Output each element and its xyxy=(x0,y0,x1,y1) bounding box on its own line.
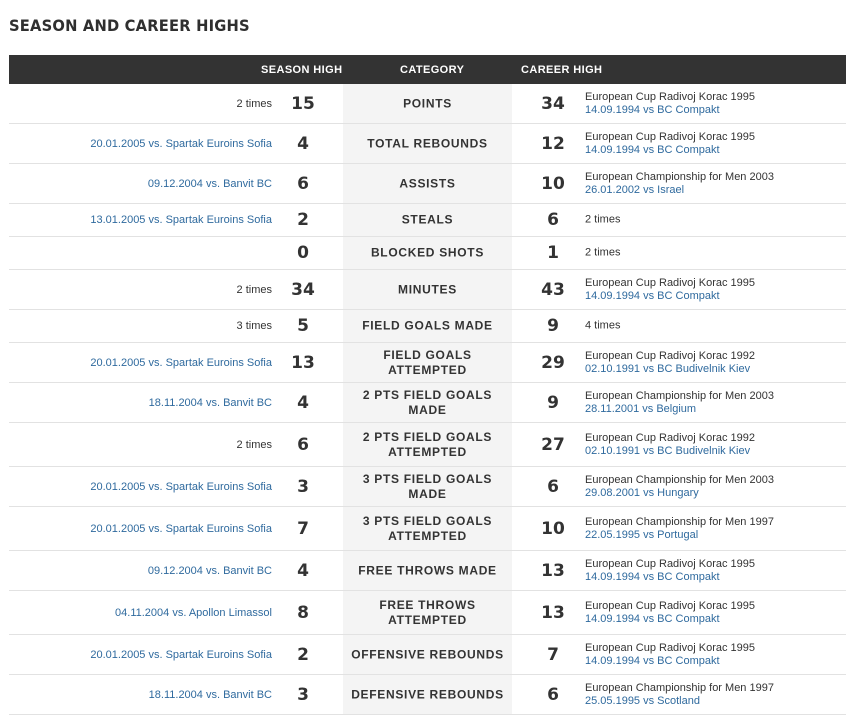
career-high-game-link[interactable]: 14.09.1994 vs BC Compakt xyxy=(585,103,720,116)
season-high-value: 3 xyxy=(297,684,309,705)
career-high-details xyxy=(585,390,774,416)
career-high-occurrences: 2 times xyxy=(585,213,621,226)
career-high-competition: European Cup Radivoj Korac 1995 xyxy=(585,276,756,289)
season-high-value: 0 xyxy=(297,243,309,263)
category-label: OFFENSIVE REBOUNDS xyxy=(351,647,504,661)
table-row xyxy=(9,591,846,635)
career-high-game-link[interactable]: 28.11.2001 vs Belgium xyxy=(585,402,697,415)
career-high-competition: European Championship for Men 2003 xyxy=(585,473,774,486)
table-body xyxy=(9,84,846,715)
career-high-game-link[interactable]: 29.08.2001 vs Hungary xyxy=(585,486,699,499)
season-high-value: 34 xyxy=(291,279,315,300)
career-high-game-link[interactable]: 14.09.1994 vs BC Compakt xyxy=(585,289,720,302)
career-high-details xyxy=(585,432,755,458)
table-row xyxy=(9,237,846,270)
career-high-details xyxy=(585,91,755,117)
career-high-game-link[interactable]: 14.09.1994 vs BC Compakt xyxy=(585,143,720,156)
category-label: 3 PTS FIELD GOALS ATTEMPTED xyxy=(362,513,493,543)
table-row xyxy=(9,551,846,591)
category-label: 3 PTS FIELD GOALS MADE xyxy=(362,471,493,501)
season-high-value: 2 xyxy=(297,210,309,230)
career-high-competition: European Cup Radivoj Korac 1992 xyxy=(585,431,756,444)
category-label: DEFENSIVE REBOUNDS xyxy=(351,687,504,701)
season-high-value: 8 xyxy=(297,602,309,623)
table-row xyxy=(9,467,846,507)
career-high-competition: European Cup Radivoj Korac 1995 xyxy=(585,130,756,143)
category-label: ASSISTS xyxy=(399,176,456,190)
season-high-value: 7 xyxy=(297,518,309,539)
career-high-value: 6 xyxy=(547,684,559,705)
career-high-value: 9 xyxy=(547,392,559,413)
career-high-competition: European Cup Radivoj Korac 1995 xyxy=(585,557,756,570)
section-title: SEASON AND CAREER HIGHS xyxy=(9,16,250,35)
category-label: FREE THROWS ATTEMPTED xyxy=(379,597,476,627)
header-season-high: SEASON HIGH xyxy=(261,64,343,76)
season-high-occurrences: 3 times xyxy=(236,320,272,332)
career-high-value: 34 xyxy=(541,93,565,114)
career-high-competition: European Cup Radivoj Korac 1992 xyxy=(585,349,756,362)
career-high-details xyxy=(585,131,755,157)
season-high-value: 2 xyxy=(297,644,309,665)
season-high-game-link[interactable]: 20.01.2005 vs. Spartak Euroins Sofia xyxy=(90,356,272,369)
career-high-value: 12 xyxy=(541,133,565,154)
table-row xyxy=(9,310,846,343)
career-high-competition: European Cup Radivoj Korac 1995 xyxy=(585,90,756,103)
season-high-game-link[interactable]: 20.01.2005 vs. Spartak Euroins Sofia xyxy=(90,480,272,493)
season-high-value: 13 xyxy=(291,352,315,373)
career-high-occurrences: 4 times xyxy=(585,319,621,332)
category-label: 2 PTS FIELD GOALS MADE xyxy=(362,387,493,417)
season-high-value: 6 xyxy=(297,173,309,194)
career-high-details xyxy=(585,247,620,260)
career-high-occurrences: 2 times xyxy=(585,246,621,259)
category-label: STEALS xyxy=(401,212,454,227)
career-high-game-link[interactable]: 22.05.1995 vs Portugal xyxy=(585,528,699,541)
season-high-game-link[interactable]: 18.11.2004 vs. Banvit BC xyxy=(148,688,272,701)
season-high-game-link[interactable]: 09.12.2004 vs. Banvit BC xyxy=(147,177,272,190)
career-high-game-link[interactable]: 14.09.1994 vs BC Compakt xyxy=(585,570,720,583)
table-row xyxy=(9,343,846,383)
season-high-value: 3 xyxy=(297,476,309,497)
career-high-value: 10 xyxy=(541,518,565,539)
career-high-details xyxy=(585,320,620,333)
career-high-value: 13 xyxy=(541,602,565,623)
category-label: BLOCKED SHOTS xyxy=(370,245,485,260)
career-high-competition: European Cup Radivoj Korac 1995 xyxy=(585,641,756,654)
career-high-competition: European Championship for Men 2003 xyxy=(585,170,774,183)
season-high-value: 5 xyxy=(297,316,309,336)
table-header xyxy=(9,55,846,84)
table-row xyxy=(9,124,846,164)
category-label: MINUTES xyxy=(398,282,457,296)
career-high-details xyxy=(585,474,774,500)
career-high-game-link[interactable]: 25.05.1995 vs Scotland xyxy=(585,694,700,707)
table-row xyxy=(9,164,846,204)
career-high-value: 6 xyxy=(547,476,559,497)
season-high-game-link[interactable]: 13.01.2005 vs. Spartak Euroins Sofia xyxy=(90,214,272,226)
season-high-value: 4 xyxy=(297,133,309,154)
table-row xyxy=(9,507,846,551)
career-high-competition: European Championship for Men 1997 xyxy=(585,681,774,694)
career-high-value: 43 xyxy=(541,279,565,300)
season-high-game-link[interactable]: 20.01.2005 vs. Spartak Euroins Sofia xyxy=(90,137,272,150)
career-high-details xyxy=(585,214,620,227)
category-label: FIELD GOALS ATTEMPTED xyxy=(383,347,472,377)
header-career-high: CAREER HIGH xyxy=(521,64,603,76)
career-high-details xyxy=(585,558,755,584)
table-row xyxy=(9,383,846,423)
season-high-value: 4 xyxy=(297,392,309,413)
career-high-value: 10 xyxy=(541,173,565,194)
table-row xyxy=(9,204,846,237)
season-high-value: 15 xyxy=(291,93,315,114)
career-high-details xyxy=(585,277,755,303)
career-high-value: 13 xyxy=(541,560,565,581)
table-row xyxy=(9,423,846,467)
season-high-game-link[interactable]: 20.01.2005 vs. Spartak Euroins Sofia xyxy=(90,648,272,661)
table-row xyxy=(9,84,846,124)
category-label: POINTS xyxy=(403,96,452,110)
season-high-value: 6 xyxy=(297,434,309,455)
career-highs-table xyxy=(9,55,846,715)
career-high-details xyxy=(585,682,774,708)
career-high-game-link[interactable]: 14.09.1994 vs BC Compakt xyxy=(585,612,720,625)
career-high-value: 29 xyxy=(541,352,565,373)
category-label: FREE THROWS MADE xyxy=(358,563,497,577)
career-high-value: 1 xyxy=(547,243,559,263)
career-high-game-link[interactable]: 02.10.1991 vs BC Budivelnik Kiev xyxy=(585,444,751,457)
header-category: CATEGORY xyxy=(400,64,465,76)
season-high-game-link[interactable]: 09.12.2004 vs. Banvit BC xyxy=(147,564,272,577)
career-high-value: 7 xyxy=(547,644,559,665)
career-high-game-link[interactable]: 14.09.1994 vs BC Compakt xyxy=(585,654,720,667)
season-high-occurrences: 2 times xyxy=(236,438,272,451)
season-high-occurrences: 2 times xyxy=(236,283,272,296)
table-row xyxy=(9,635,846,675)
category-label: 2 PTS FIELD GOALS ATTEMPTED xyxy=(362,429,493,459)
career-high-details xyxy=(585,516,774,542)
season-high-game-link[interactable]: 04.11.2004 vs. Apollon Limassol xyxy=(115,606,272,619)
category-label: FIELD GOALS MADE xyxy=(362,318,493,333)
career-high-competition: European Championship for Men 2003 xyxy=(585,389,774,402)
career-high-details xyxy=(585,350,755,376)
career-high-value: 27 xyxy=(541,434,565,455)
career-high-competition: European Cup Radivoj Korac 1995 xyxy=(585,599,756,612)
table-row xyxy=(9,675,846,715)
career-high-details xyxy=(585,600,755,626)
season-high-game-link[interactable]: 18.11.2004 vs. Banvit BC xyxy=(148,396,272,409)
season-high-occurrences: 2 times xyxy=(236,97,272,110)
category-label: TOTAL REBOUNDS xyxy=(367,136,488,150)
career-high-details xyxy=(585,171,774,197)
career-high-value: 9 xyxy=(547,316,559,336)
season-high-game-link[interactable]: 20.01.2005 vs. Spartak Euroins Sofia xyxy=(90,522,272,535)
season-high-value: 4 xyxy=(297,560,309,581)
career-high-details xyxy=(585,642,755,668)
career-high-competition: European Championship for Men 1997 xyxy=(585,515,774,528)
career-high-game-link[interactable]: 02.10.1991 vs BC Budivelnik Kiev xyxy=(585,362,751,375)
table-row xyxy=(9,270,846,310)
career-high-game-link[interactable]: 26.01.2002 vs Israel xyxy=(585,183,685,196)
career-high-value: 6 xyxy=(547,210,559,230)
